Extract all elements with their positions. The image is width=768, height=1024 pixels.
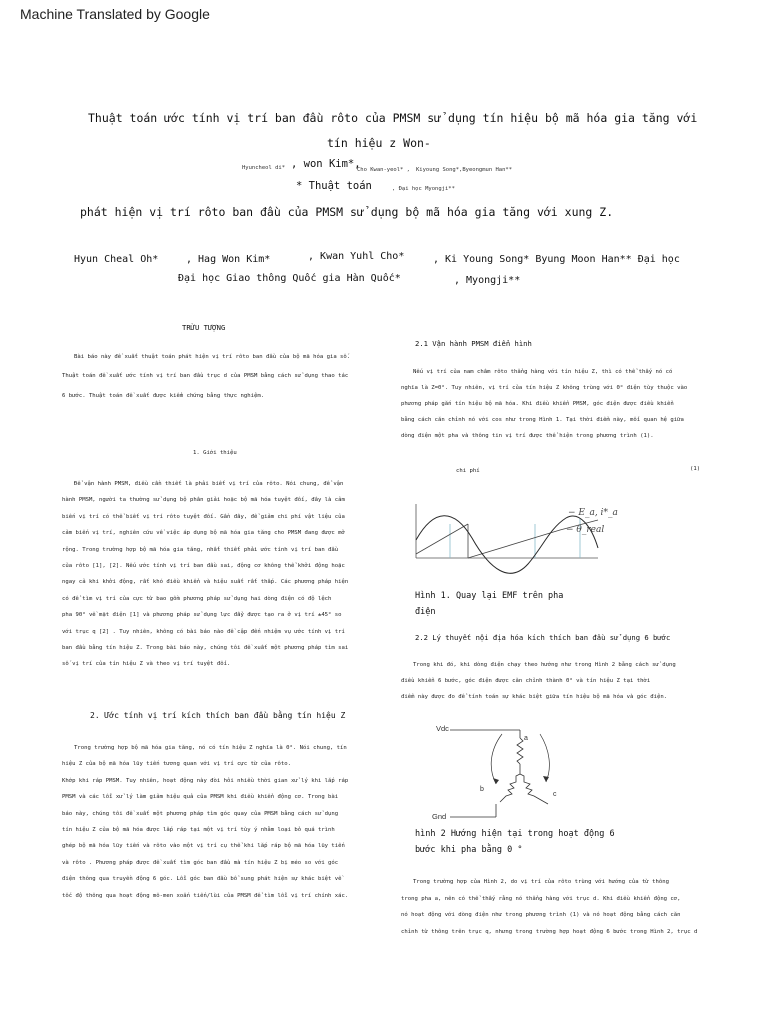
section1-line: rộng. Trong trường hợp bộ mã hóa gia tăng, nhất thiết phải ước tính vị trí ban đầu [62, 546, 339, 553]
section21-line: phương pháp gắn tín hiệu bộ mã hóa. Khi điều khiển PMSM, góc điện được điều khiển [401, 401, 674, 407]
section21-line: Nếu vị trí của nam châm rôto thẳng hàng với tín hiệu Z, thì có thể thấy nó có [413, 369, 673, 375]
section1-line: pha 90° về mặt điện [1] và phương pháp sử dụng lực đẩy được tạo ra ở vị trí ±45° so [62, 612, 342, 619]
figure1-caption [415, 588, 563, 620]
abstract-body [62, 348, 350, 406]
section2-line: ghép bộ mã hóa lũy tiến và rôto vào một vị trí cụ thể khi lắp ráp bộ mã hóa lũy tiến [62, 843, 345, 850]
section2-line: điện thông qua truyền động 6 góc. Lỗi góc ban đầu bổ sung phát hiện sự khác biệt về [62, 876, 342, 883]
winding-b [500, 774, 520, 802]
section2-line: Trong trường hợp bộ mã hóa gia tăng, nó có tín hiệu Z nghĩa là 0°. Nói chung, tín [74, 745, 347, 751]
section2-line: Khớp khi ráp PMSM. Tuy nhiên, hoạt động này đòi hỏi nhiều thời gian xử lý khi lắp ráp [62, 777, 349, 784]
winding-a [517, 738, 523, 764]
section2-line: PMSM và các lỗi xử lý làm giảm hiệu quả của PMSM khi điều khiển động cơ. Trong bài [62, 794, 339, 801]
section1-line: ngay cả khi khởi động, rất khó điều khiển và hiệu suất rất thấp. Các phương pháp hiện [62, 579, 349, 586]
section1-line: ban đầu bằng tín hiệu Z. Trong bài báo này, chúng tôi đề xuất một phương pháp tìm sai [62, 645, 349, 652]
section2-line: và rôto . Phương pháp được đề xuất tìm góc ban đầu mà tín hiệu Z bị méo so với góc [62, 859, 339, 866]
section22-line: điểm này được đo để tính toán sự khác biệt giữa tín hiệu bộ mã hóa và góc điện. [401, 693, 668, 700]
gnd-label: Gnd [432, 812, 447, 821]
korean-author-4: Kiyoung Song*,Byeongmun Han** [416, 167, 513, 173]
author-4: , Ki Young Song* Byung Moon Han** Đại học [433, 254, 680, 265]
section2-line: hiệu Z của bộ mã hóa lũy tiến tương quan với vị trí cực từ của rôto. [62, 761, 292, 768]
equation-number: (1) [690, 466, 701, 472]
section21-body [401, 364, 687, 444]
figure2-circuit [428, 720, 588, 825]
section21-line: dòng điện một pha và thông tin vị trí được thể hiện trong phương trình (1). [401, 433, 654, 439]
section22-body [401, 658, 676, 705]
current-arrow-left [491, 734, 502, 784]
section2-line: tốc độ thông qua hoạt động mô-men xoắn tiến/lùi của PMSM để tìm lỗi vị trí chính xác. [62, 892, 349, 899]
korean-author-2: , won Kim*, [291, 158, 361, 170]
section21-line: bằng cách căn chỉnh nó với cos như trong Hình 1. Tại thời điểm này, mối quan hệ giữa [401, 417, 684, 423]
section1-line: có để tìm vị trí của cực từ bao gồm phương pháp sử dụng hai dòng điện có độ lệch [62, 595, 332, 602]
abstract-heading: TRỪU TƯỢNG [182, 323, 226, 332]
winding-c [520, 774, 548, 804]
arrowhead-right [543, 776, 549, 782]
korean-author-3-name: Cho Kwan-yeol* [357, 167, 404, 173]
abstract-line: Thuật toán đề xuất ước tính vị trí ban đầu trục d của PMSM bằng cách sử dụng thao tác [62, 373, 349, 380]
section22-heading: 2.2 Lý thuyết nội địa hóa kích thích ban đầu sử dụng 6 bước [415, 633, 671, 642]
figure1-caption-line: Hình 1. Quay lại EMF trên pha [415, 591, 564, 601]
figure2-caption-line: hình 2 Hướng hiện tại trong hoạt động 6 [415, 829, 615, 839]
figure2-caption [415, 826, 615, 858]
figure2-caption-line: bước khi pha bằng 0 ° [415, 845, 523, 855]
phase-c-label: c [553, 791, 557, 798]
vdc-label: Vdc [436, 724, 449, 733]
section1-body [62, 476, 348, 673]
section1-line: Để vận hành PMSM, điều cần thiết là phải biết vị trí của rôto. Nói chung, để vận [74, 481, 344, 487]
section1-line: biến vị trí có thể biết vị trí rôto tuyệt đối. Gần đây, để giảm chi phí vật liệu của [62, 513, 345, 520]
section22-line: Trong khi đó, khi dòng điện chạy theo hướng như trong Hình 2 bằng cách sử dụng [413, 662, 676, 668]
korean-author-2-name: won Kim* [303, 158, 355, 170]
title-line-2: tín hiệu z Won- [327, 136, 431, 150]
korean-author-1: Hyuncheol di* [242, 165, 286, 171]
korean-affiliation-2: , Đại học Myongji** [392, 186, 455, 192]
section22-cont-line: Trong trường hợp của Hình 2, do vị trí của rôto trùng với hướng của từ thông [413, 879, 669, 885]
section1-line: của rôto [1], [2]. Nếu ước tính vị trí ban đầu sai, động cơ không thể khởi động hoặc [62, 563, 345, 570]
author-3-name: Kwan Yuhl Cho* [320, 251, 405, 262]
affiliation-1: Đại học Giao thông Quốc gia Hàn Quốc* [178, 273, 401, 284]
section1-line: số vị trí của tín hiệu Z và theo vị trí tuyệt đối. [62, 661, 231, 668]
section22-cont-line: nó hoạt động với dòng điện như trong phương trình (1) và nó hoạt động bằng cách căn [401, 912, 681, 918]
affiliation-2: , Myongji** [454, 275, 521, 286]
section22-cont-line: trong pha a, nên có thể thấy rằng nó thẳng hàng với trục d. Khi điều khiển động cơ, [401, 895, 681, 902]
section2-line: tín hiệu Z của bộ mã hóa được lắp ráp tại một vị trí tùy ý nhằm loại bỏ quá trình [62, 827, 335, 834]
figure1-legend-1: − E_a, i*_a [568, 508, 618, 518]
section2-body [62, 740, 348, 904]
abstract-line: 6 bước. Thuật toán đề xuất được kiểm chứng bằng thực nghiệm. [62, 392, 265, 399]
section2-line: báo này, chúng tôi đề xuất một phương pháp tìm góc quay của PMSM bằng cách sử dụng [62, 810, 339, 817]
abstract-line: Bài báo này đề xuất thuật toán phát hiện vị trí rôto ban đầu của bộ mã hóa gia số. [74, 354, 351, 360]
author-1: Hyun Cheal Oh* [74, 254, 159, 265]
figure1-legend-2: − θ_real [566, 525, 605, 535]
section2-heading: 2. Ước tính vị trí kích thích ban đầu bằng tín hiệu Z [90, 711, 346, 720]
machine-translated-banner: Machine Translated by Google [20, 6, 210, 22]
title-line-1: Thuật toán ước tính vị trí ban đầu rôto của PMSM sử dụng tín hiệu bộ mã hóa gia tăng với [88, 111, 698, 125]
section1-line: hành PMSM, người ta thường sử dụng bộ phân giải hoặc bộ mã hóa tuyệt đối, đây là cảm [62, 497, 345, 504]
section22-cont-line: chỉnh từ thông trên trục q, nhưng trong trường hợp hoạt động 6 bước trong Hình 2, trục d [401, 928, 698, 935]
author-2: , Hag Won Kim* [186, 254, 271, 265]
section22-continued [401, 874, 697, 940]
english-title: phát hiện vị trí rôto ban đầu của PMSM sử dụng bộ mã hóa gia tăng với xung Z. [80, 205, 614, 219]
phase-b-label: b [480, 786, 484, 793]
current-arrow-right [540, 734, 549, 782]
section1-heading: 1. Giới thiệu [193, 450, 237, 456]
figure1-caption-line: điện [415, 607, 436, 617]
section1-line: cảm biến vị trí, nghiên cứu về việc áp dụng bộ mã hóa gia tăng cho PMSM đang được mở [62, 530, 345, 537]
korean-author-3: Cho Kwan-yeol* , [357, 167, 410, 173]
equation-text: chi phí [456, 468, 480, 474]
author-3: , Kwan Yuhl Cho* [308, 251, 405, 262]
section21-line: nghĩa là Z=0°. Tuy nhiên, vị trí của tín hiệu Z không trùng với 0° điện tùy thuộc vào [401, 385, 688, 391]
section22-line: điều khiển 6 bước, góc điện được căn chỉnh thành 0° và tín hiệu Z tại thời [401, 677, 651, 684]
section1-line: với trục q [2] . Tuy nhiên, không có bài báo nào đề cập đến nhiệm vụ ước tính vị trí [62, 628, 345, 635]
korean-affiliation-1: * Thuật toán [296, 180, 372, 192]
korean-affiliation-2-name: Đại học Myongji** [398, 186, 455, 192]
arrowhead-left [493, 778, 499, 784]
phase-a-label: a [524, 735, 528, 742]
section21-heading: 2.1 Vận hành PMSM điển hình [415, 339, 532, 348]
